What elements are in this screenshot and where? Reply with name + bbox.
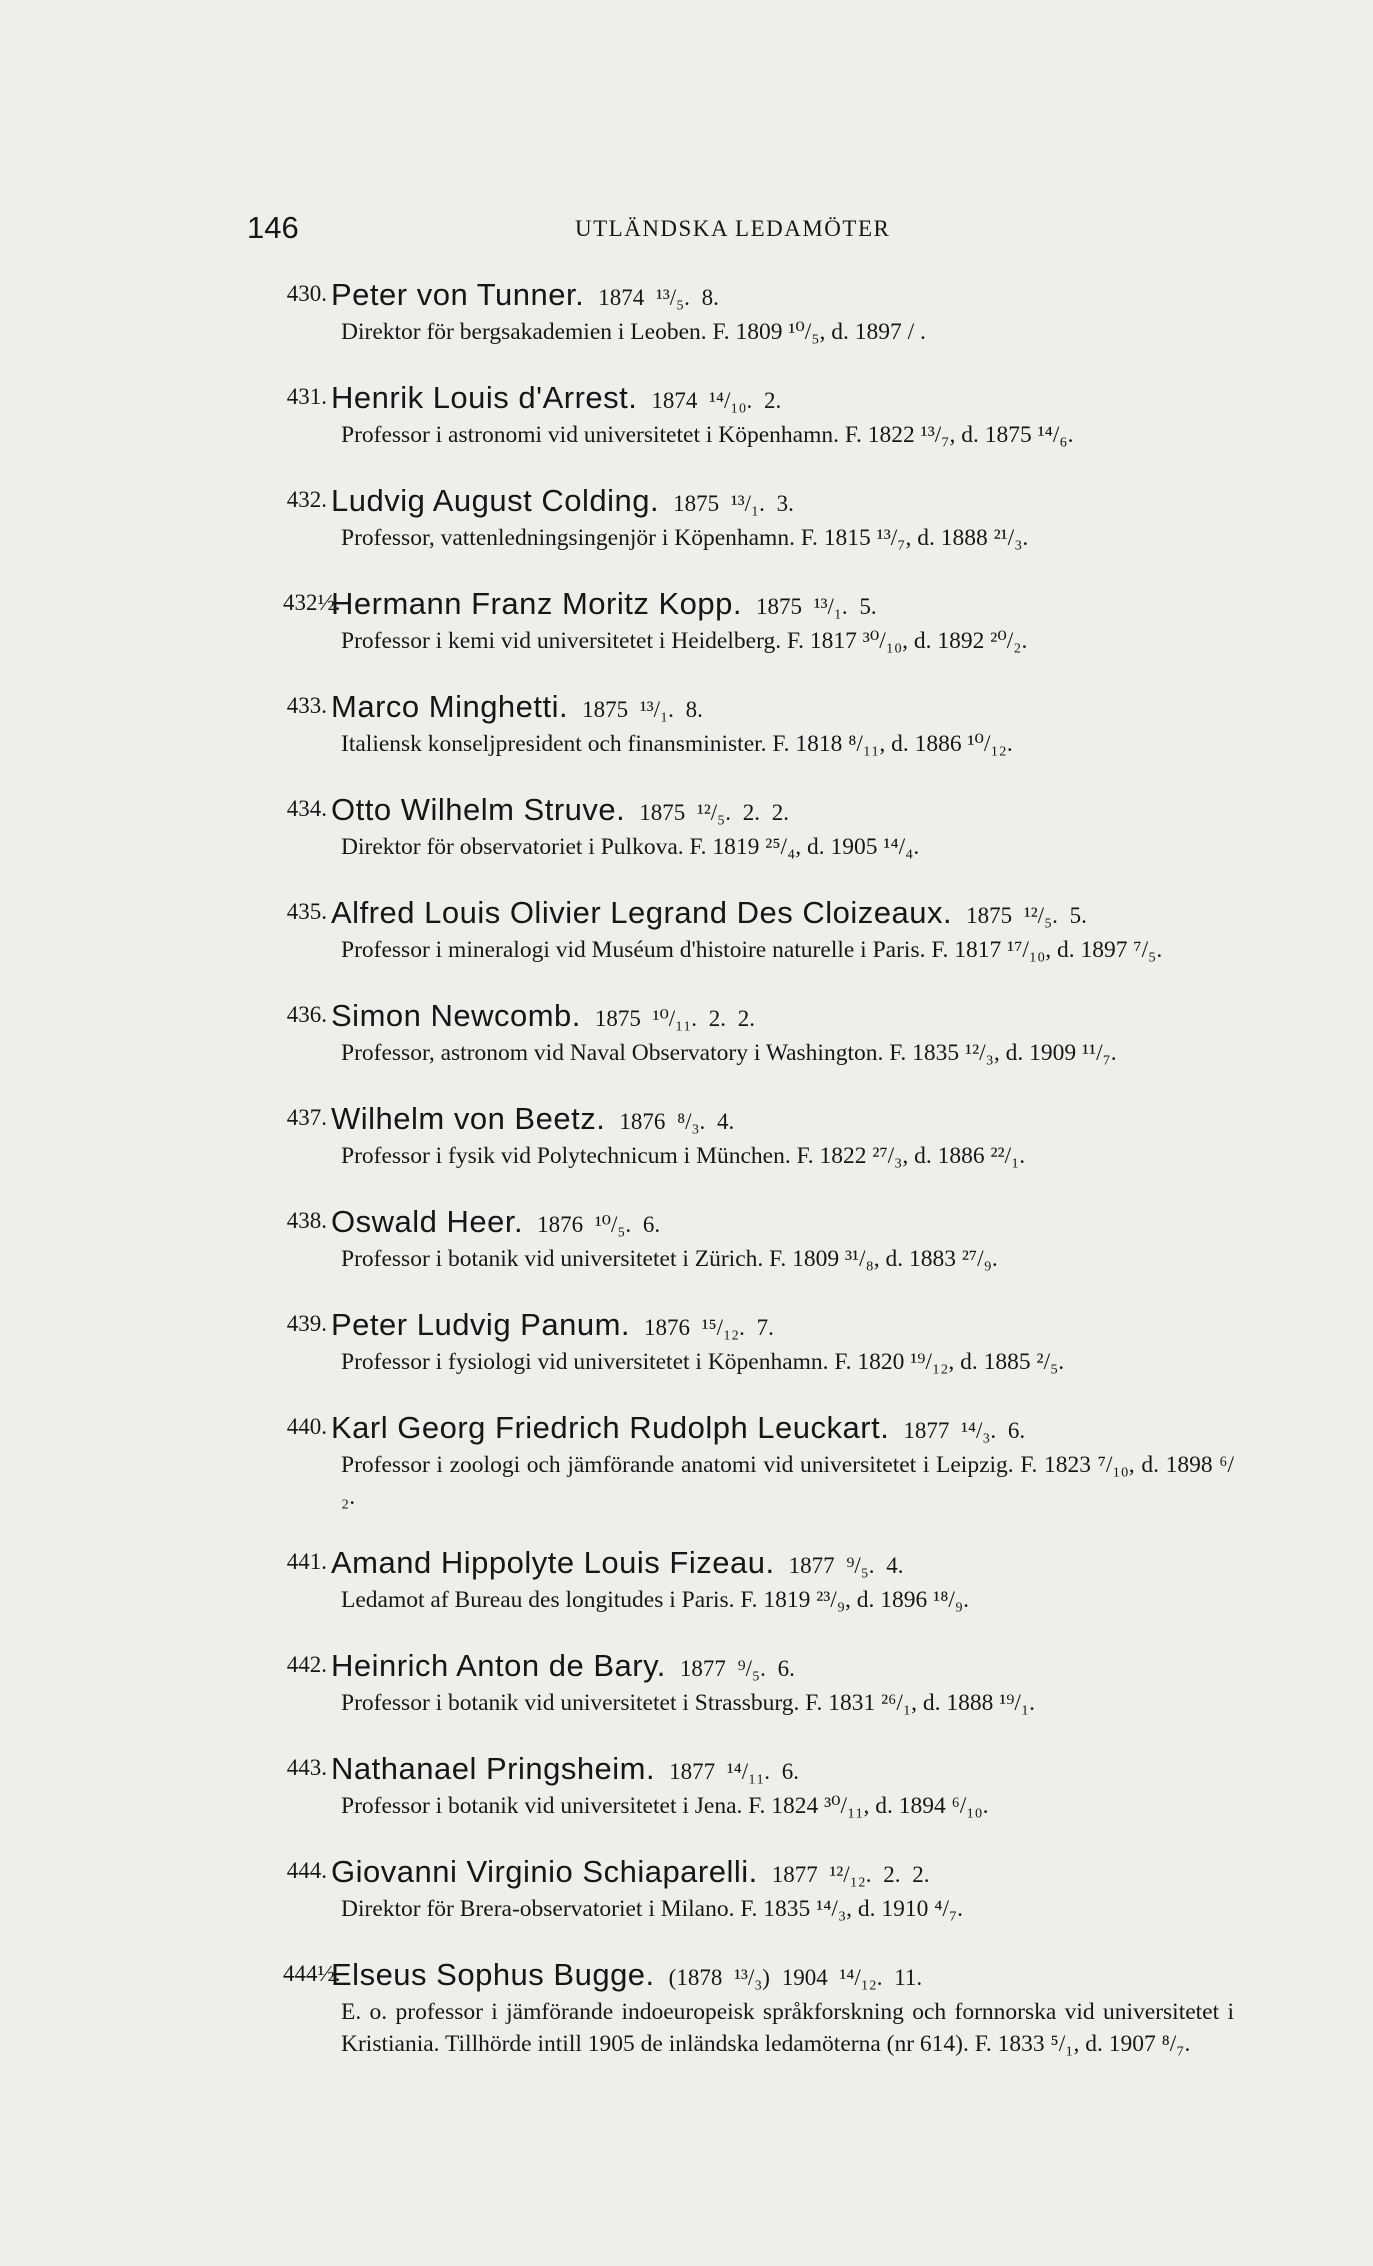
member-description: Italiensk konseljpresident och finansminister. F. 1818 ⁸/₁₁, d. 1886 ¹⁰/₁₂. [341, 731, 1013, 757]
member-description: Professor i botanik vid universitetet i Zürich. F. 1809 ³¹/₈, d. 1883 ²⁷/₉. [341, 1246, 998, 1272]
election-info: 1877 ¹⁴/₃. 6. [903, 1418, 1026, 1443]
member-description: Professor, vattenledningsingenjör i Köpenhamn. F. 1815 ¹³/₇, d. 1888 ²¹/₃. [341, 525, 1029, 551]
entry-number: 444. [286, 1858, 327, 1883]
entry-number: 431. [286, 384, 327, 409]
election-info: 1876 ¹⁰/₅. 6. [537, 1212, 661, 1237]
entry-title [331, 686, 1373, 728]
election-info: 1874 ¹³/₅. 8. [598, 285, 719, 310]
member-entry [0, 686, 1373, 760]
member-description: Professor i botanik vid universitetet i Strassburg. F. 1831 ²⁶/₁, d. 1888 ¹⁹/₁. [341, 1690, 1036, 1716]
entry-title [331, 892, 1373, 934]
entry-number: 433. [286, 693, 327, 718]
entry-number: 432. [286, 487, 327, 512]
member-list [0, 274, 1373, 2089]
page-header [0, 202, 1373, 262]
election-info: 1876 ⁸/₃. 4. [619, 1109, 735, 1134]
entry-title [331, 1201, 1373, 1243]
member-entry [0, 377, 1373, 451]
member-description: Professor i fysik vid Polytechnicum i München. F. 1822 ²⁷/₃, d. 1886 ²²/₁. [341, 1143, 1026, 1169]
election-info: 1877 ⁹/₅. 6. [679, 1656, 795, 1681]
member-entry [0, 583, 1373, 657]
election-info: 1875 ¹³/₁. 5. [755, 594, 877, 619]
election-info: 1875 ¹⁰/₁₁. 2. 2. [594, 1006, 755, 1031]
entry-number: 442. [286, 1652, 327, 1677]
entry-title [331, 1954, 1373, 1996]
entry-title [331, 1542, 1373, 1584]
member-name: Simon Newcomb. [331, 998, 581, 1033]
member-entry [0, 1201, 1373, 1275]
member-entry [0, 789, 1373, 863]
running-head: UTLÄNDSKA LEDAMÖTER [575, 216, 891, 241]
member-description: Professor i botanik vid universitetet i Jena. F. 1824 ³⁰/₁₁, d. 1894 ⁶/₁₀. [341, 1793, 989, 1819]
election-info: 1875 ¹²/₅. 2. 2. [639, 800, 789, 825]
member-entry [0, 1542, 1373, 1616]
member-entry [0, 995, 1373, 1069]
entry-title [331, 1098, 1373, 1140]
entry-title [331, 1851, 1373, 1893]
member-name: Otto Wilhelm Struve. [331, 792, 626, 827]
entry-number: 439. [286, 1311, 327, 1336]
member-description: Professor, astronom vid Naval Observatory i Washington. F. 1835 ¹²/₃, d. 1909 ¹¹/₇. [341, 1040, 1117, 1066]
election-info: (1878 ¹³/₃) 1904 ¹⁴/₁₂. 11. [668, 1965, 923, 1990]
entry-number: 443. [286, 1755, 327, 1780]
member-name: Peter von Tunner. [331, 277, 585, 312]
entry-number: 434. [286, 796, 327, 821]
member-name: Giovanni Virginio Schiaparelli. [331, 1854, 758, 1889]
member-name: Peter Ludvig Panum. [331, 1307, 631, 1342]
member-entry [0, 1098, 1373, 1172]
member-name: Marco Minghetti. [331, 689, 569, 724]
election-info: 1875 ¹³/₁. 8. [582, 697, 703, 722]
election-info: 1877 ⁹/₅. 4. [788, 1553, 904, 1578]
entry-title [331, 995, 1373, 1037]
election-info: 1877 ¹²/₁₂. 2. 2. [771, 1862, 930, 1887]
entry-title [331, 789, 1373, 831]
member-entry [0, 1407, 1373, 1513]
member-description: Professor i kemi vid universitetet i Heidelberg. F. 1817 ³⁰/₁₀, d. 1892 ²⁰/₂. [341, 628, 1028, 654]
member-entry [0, 1645, 1373, 1719]
entry-title [331, 1748, 1373, 1790]
member-name: Alfred Louis Olivier Legrand Des Cloizeaux. [331, 895, 953, 930]
election-info: 1875 ¹³/₁. 3. [673, 491, 794, 516]
entry-title [331, 1304, 1373, 1346]
member-name: Oswald Heer. [331, 1204, 524, 1239]
member-name: Henrik Louis d'Arrest. [331, 380, 638, 415]
entry-number: 438. [286, 1208, 327, 1233]
entry-title [331, 274, 1373, 316]
member-name: Elseus Sophus Bugge. [331, 1957, 655, 1992]
entry-number: 441. [286, 1549, 327, 1574]
election-info: 1874 ¹⁴/₁₀. 2. [651, 388, 782, 413]
member-name: Hermann Franz Moritz Kopp. [331, 586, 742, 621]
entry-number: 430. [286, 281, 327, 306]
member-description: Professor i zoologi och jämförande anatomi vid universitetet i Leipzig. F. 1823 ⁷/₁₀, d. 1898 ⁶/₂. [341, 1452, 1234, 1510]
member-description: Direktor för bergsakademien i Leoben. F. 1809 ¹⁰/₅, d. 1897 / . [341, 319, 926, 345]
entry-title [331, 480, 1373, 522]
entry-title [331, 583, 1373, 625]
member-entry [0, 1851, 1373, 1925]
entry-title [331, 377, 1373, 419]
member-entry [0, 1748, 1373, 1822]
member-name: Amand Hippolyte Louis Fizeau. [331, 1545, 775, 1580]
member-entry [0, 480, 1373, 554]
entry-number: 436. [286, 1002, 327, 1027]
member-description: Ledamot af Bureau des longitudes i Paris. F. 1819 ²³/₉, d. 1896 ¹⁸/₉. [341, 1587, 969, 1613]
member-entry [0, 274, 1373, 348]
entry-title [331, 1407, 1373, 1449]
election-info: 1876 ¹⁵/₁₂. 7. [644, 1315, 774, 1340]
member-name: Wilhelm von Beetz. [331, 1101, 606, 1136]
member-description: Professor i astronomi vid universitetet i Köpenhamn. F. 1822 ¹³/₇, d. 1875 ¹⁴/₆. [341, 422, 1074, 448]
member-name: Nathanael Pringsheim. [331, 1751, 656, 1786]
member-description: Direktor för observatoriet i Pulkova. F. 1819 ²⁵/₄, d. 1905 ¹⁴/₄. [341, 834, 920, 860]
election-info: 1875 ¹²/₅. 5. [966, 903, 1087, 928]
entry-number: 444½. [283, 1961, 341, 1986]
entry-number: 432½. [283, 590, 341, 615]
member-entry [0, 1304, 1373, 1378]
member-name: Ludvig August Colding. [331, 483, 660, 518]
member-name: Heinrich Anton de Bary. [331, 1648, 666, 1683]
member-description: E. o. professor i jämförande indoeuropeisk språkforskning och fornnorska vid universitetet i Kristiania. Tillhörde intill 1905 de inländska ledamöterna (nr 614). F. 1833 ⁵/₁, d. 1907 ⁸/₇. [341, 1999, 1234, 2057]
member-entry [0, 892, 1373, 966]
entry-title [331, 1645, 1373, 1687]
entry-number: 437. [286, 1105, 327, 1130]
election-info: 1877 ¹⁴/₁₁. 6. [669, 1759, 799, 1784]
member-description: Professor i mineralogi vid Muséum d'histoire naturelle i Paris. F. 1817 ¹⁷/₁₀, d. 1897 ⁷/₅. [341, 937, 1163, 963]
entry-number: 435. [286, 899, 327, 924]
page-number: 146 [247, 210, 299, 245]
entry-number: 440. [286, 1414, 327, 1439]
member-entry [0, 1954, 1373, 2060]
member-description: Professor i fysiologi vid universitetet i Köpenhamn. F. 1820 ¹⁹/₁₂, d. 1885 ²/₅. [341, 1349, 1065, 1375]
member-description: Direktor för Brera-observatoriet i Milano. F. 1835 ¹⁴/₃, d. 1910 ⁴/₇. [341, 1896, 964, 1922]
member-name: Karl Georg Friedrich Rudolph Leuckart. [331, 1410, 890, 1445]
